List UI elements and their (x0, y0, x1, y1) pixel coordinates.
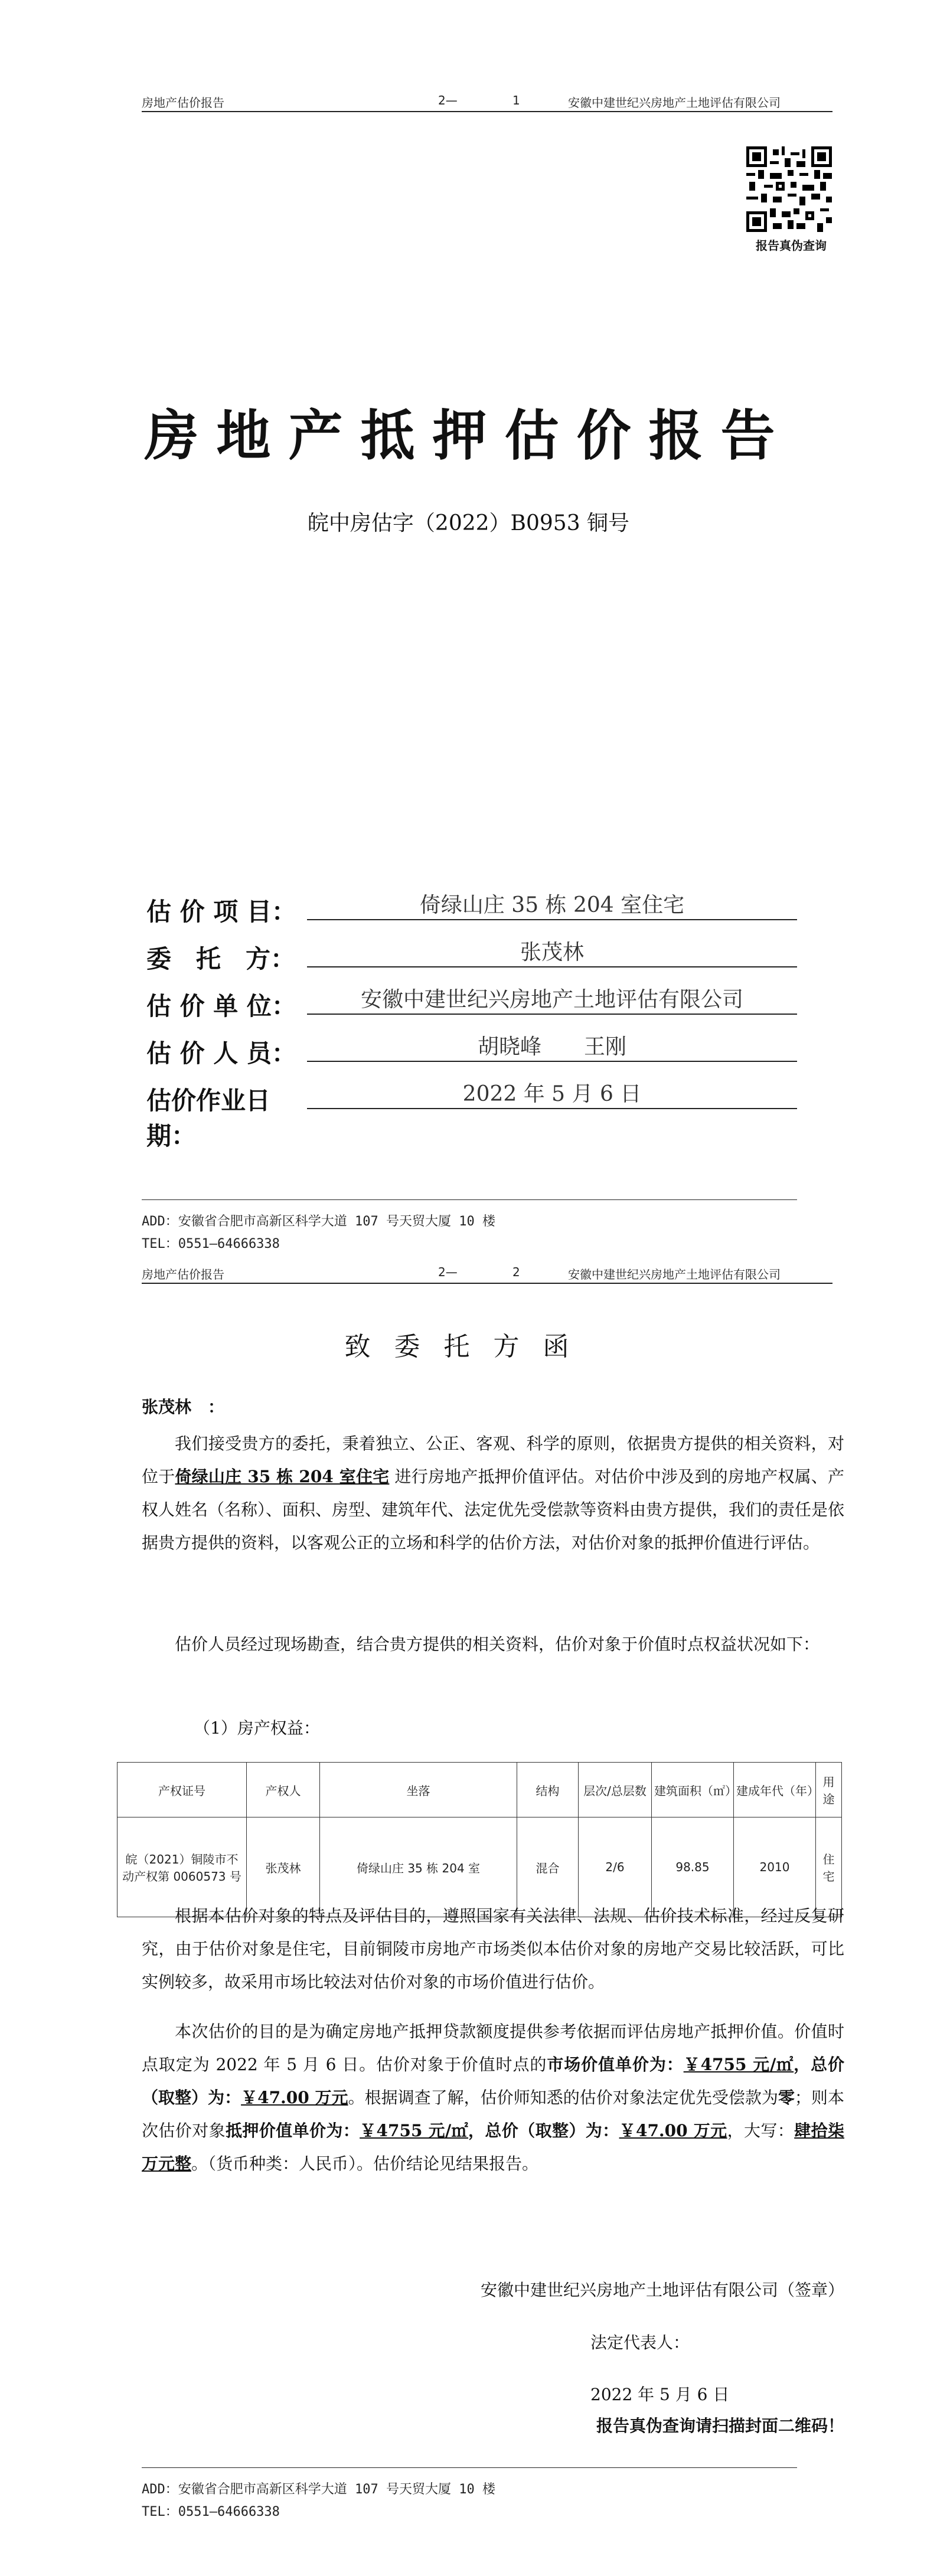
table-cell-location: 倚绿山庄 35 栋 204 室 (320, 1817, 517, 1917)
page1-footer-rule (142, 1199, 797, 1200)
p5-market-unit-price: ￥4755 元/㎡ (683, 2055, 794, 2074)
page2-footer-phone: TEL：0551—64666338 (142, 2505, 280, 2519)
table-header-cell: 建成年代（年） (734, 1763, 816, 1817)
field-value-appraiser-unit: 安徽中建世纪兴房地产土地评估有限公司 (307, 983, 797, 1015)
table-cell-year-built: 2010 (734, 1817, 816, 1917)
p5-mortgage-total-price: ￥47.00 万元 (619, 2121, 727, 2140)
property-rights-table (117, 1762, 842, 1917)
p1-target-property: 倚绿山庄 35 栋 204 室住宅 (175, 1467, 390, 1486)
page2-footer-address: ADD：安徽省合肥市高新区科学大道 107 号天贸大厦 10 楼 (142, 2482, 495, 2497)
table-cell-structure: 混合 (517, 1817, 579, 1917)
page2-header-right: 安徽中建世纪兴房地产土地评估有限公司 (568, 1267, 781, 1282)
page2-footer-rule (142, 2467, 797, 2468)
p1-text-b: 进行房地产抵押价值评估。对估价中涉及到的房地产权属、产权人姓名（名称）、面积、房型、建筑年代、法定优先受偿款等资料由贵方提供，我们的责任是依据贵方提供的资料，以客观公正的立场和科学的估价方法，对估价对象的抵押价值进行评估。 (142, 1467, 845, 1552)
qr-verification-notice: 报告真伪查询请扫描封面二维码！ (596, 2416, 844, 2436)
page1-header-mid: 2— (438, 93, 458, 107)
letter-paragraph-2: 估价人员经过现场勘查，结合贵方提供的相关资料，估价对象于价值时点权益状况如下： (175, 1634, 820, 1654)
p5-amount-in-words: 肆拾柒万元整 (142, 2121, 844, 2173)
page2-header-mid: 2— (438, 1265, 458, 1279)
qr-code-icon (746, 146, 832, 232)
table-header-cell: 层次/总层数 (579, 1763, 652, 1817)
table-header-cell: 用途 (816, 1763, 842, 1817)
p5-market-total-label: ，总价（取整）为： (142, 2055, 844, 2107)
field-value-appraisers: 胡晓峰 王刚 (307, 1030, 797, 1062)
table-header-row (117, 1763, 842, 1817)
table-cell-area: 98.85 (652, 1817, 734, 1917)
field-label-appraisers: 估 价 人 员： (146, 1039, 296, 1068)
page1-header-left: 房地产估价报告 (142, 96, 224, 110)
report-title: 房地产抵押估价报告 (144, 404, 793, 468)
table-cell-owner: 张茂林 (247, 1817, 320, 1917)
table-cell-floor: 2/6 (579, 1817, 652, 1917)
table-header-cell: 产权证号 (117, 1763, 247, 1817)
table-header-cell: 结构 (517, 1763, 579, 1817)
letter-salutation: 张茂林 ： (142, 1397, 225, 1417)
field-label-appraiser-unit: 估 价 单 位： (146, 992, 296, 1021)
p5-text-a: 本次估价的目的是为确定房地产抵押贷款额度提供参考依据而评估房地产抵押价值。价值时点取定为 2022 年 5 月 6 日。估价对象于价值时点的 (142, 2022, 844, 2074)
document-number: 皖中房估字（2022）B0953 铜号 (307, 511, 630, 535)
field-label-date: 估价作业日期： (146, 1086, 271, 1150)
p5-text-h: ；则本次估价对象 (142, 2088, 844, 2140)
field-value-client: 张茂林 (307, 936, 797, 967)
field-label-project: 估 价 项 目： (146, 897, 296, 926)
p5-mortgage-unit-label: 抵押价值单价为： (225, 2121, 360, 2140)
p5-text-o: 。（货币种类：人民币）。估价结论见结果报告。 (191, 2154, 539, 2173)
p5-market-total-price: ￥47.00 万元 (241, 2088, 348, 2107)
table-header-cell: 产权人 (247, 1763, 320, 1817)
page1-footer-address: ADD：安徽省合肥市高新区科学大道 107 号天贸大厦 10 楼 (142, 1214, 495, 1229)
table-header-cell: 坐落 (320, 1763, 517, 1817)
table-header-cell: 建筑面积（㎡） (652, 1763, 734, 1817)
letter-paragraph-1 (142, 1427, 844, 1560)
page1-page-number: 1 (512, 93, 520, 107)
field-value-project: 倚绿山庄 35 栋 204 室住宅 (307, 888, 797, 920)
page1-header-rule (142, 111, 832, 112)
p5-text-f: 。根据调查了解，估价师知悉的估价对象法定优先受偿款为 (348, 2088, 778, 2107)
letter-paragraph-3: （1）房产权益： (194, 1718, 320, 1738)
p5-mortgage-total-label: ，总价（取整）为： (468, 2121, 619, 2140)
page1-footer-phone: TEL：0551—64666338 (142, 1237, 280, 1251)
letter-title: 致委托方函 (344, 1332, 593, 1362)
p5-priority-amount: 零 (778, 2088, 795, 2107)
page2-header-left: 房地产估价报告 (142, 1267, 224, 1282)
p5-mortgage-unit-price: ￥4755 元/㎡ (360, 2121, 469, 2140)
field-value-date: 2022 年 5 月 6 日 (307, 1077, 797, 1109)
table-cell-usage: 住宅 (816, 1817, 842, 1917)
p5-market-unit-label: 市场价值单价为： (547, 2055, 684, 2074)
p1-text-a: 我们接受贵方的委托，秉着独立、公正、客观、科学的原则，依据贵方提供的相关资料，对位于 (142, 1434, 844, 1486)
page2-page-number: 2 (512, 1265, 520, 1279)
signature-representative: 法定代表人： (590, 2333, 690, 2352)
page1-header-right: 安徽中建世纪兴房地产土地评估有限公司 (568, 96, 781, 110)
signature-company: 安徽中建世纪兴房地产土地评估有限公司（签章） (480, 2280, 844, 2300)
letter-paragraph-5 (142, 2015, 844, 2181)
table-cell-cert-no: 皖（2021）铜陵市不动产权第 0060573 号 (117, 1817, 247, 1917)
qr-caption: 报告真伪查询 (756, 238, 827, 253)
page2-header-rule (142, 1283, 832, 1284)
field-label-client: 委 托 方： (146, 944, 296, 973)
signature-date: 2022 年 5 月 6 日 (590, 2385, 730, 2404)
letter-paragraph-4: 根据本估价对象的特点及评估目的，遵照国家有关法律、法规、估价技术标准，经过反复研究，由于估价对象是住宅，目前铜陵市房地产市场类似本估价对象的房地产交易比较活跃，可比实例较多，故采用市场比较法对估价对象的市场价值进行估价。 (142, 1906, 844, 1992)
p5-text-m: ，大写： (727, 2121, 795, 2140)
